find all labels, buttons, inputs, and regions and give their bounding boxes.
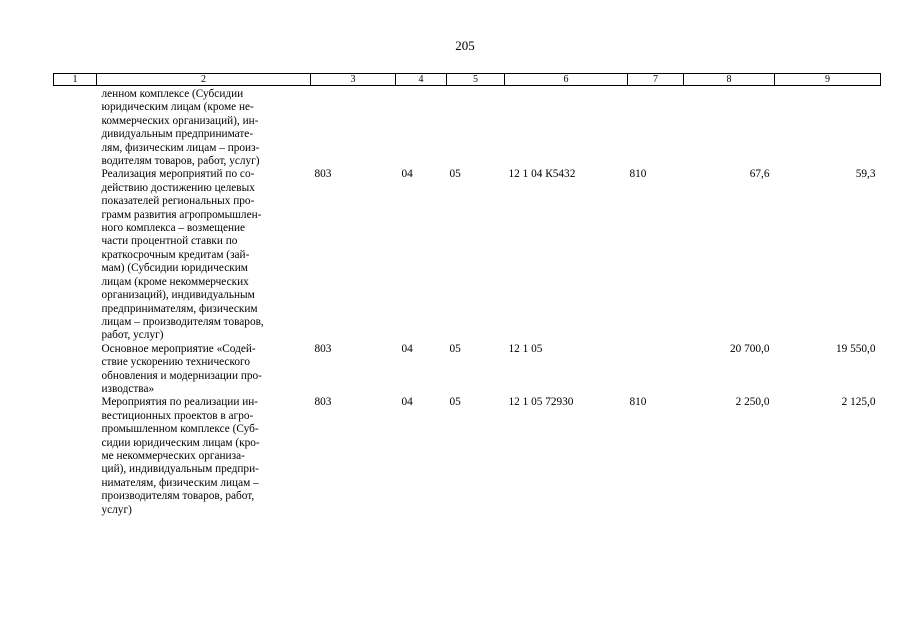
description-line: действию достижению целевых [101, 181, 255, 194]
expense-type-cell [628, 86, 684, 169]
amount-year2-cell: 2 125,0 [841, 396, 876, 409]
description-cell [97, 168, 311, 342]
description-line: предпринимателям, физическим [101, 302, 258, 315]
section-code-cell: 04 [401, 396, 413, 409]
description-line: Мероприятия по реализации ин- [101, 396, 259, 409]
description-line: услуг) [101, 503, 132, 516]
description-line: ного комплекса – возмещение [101, 222, 246, 235]
description-line: сидии юридическим лицам (кро- [101, 436, 260, 449]
amount-year1-cell: 67,6 [749, 168, 770, 181]
expense-type-cell: 810 [629, 168, 647, 181]
target-article-cell: 12 1 05 [508, 342, 543, 355]
subsection-code-cell: 05 [449, 396, 461, 409]
amount-year1-cell: 20 700,0 [729, 342, 770, 355]
ministry-code-cell: 803 [314, 342, 332, 355]
section-code-cell [396, 86, 447, 169]
column-header: 8 [684, 74, 775, 86]
table-row [54, 86, 881, 169]
amount-year2-cell [775, 86, 881, 169]
column-header: 2 [97, 74, 311, 86]
description-line: части процентной ставки по [101, 235, 238, 248]
column-header: 5 [447, 74, 505, 86]
description-line: ствие ускорению технического [101, 356, 251, 369]
target-article-cell [505, 86, 628, 169]
column-header: 9 [775, 74, 881, 86]
row-number-cell [54, 396, 97, 517]
column-header: 3 [311, 74, 396, 86]
expense-type-cell [628, 343, 684, 397]
description-line: мам) (Субсидии юридическим [101, 262, 248, 275]
table-body [54, 86, 881, 518]
target-article-cell: 12 1 04 К5432 [508, 168, 576, 181]
column-header: 6 [505, 74, 628, 86]
column-header: 7 [628, 74, 684, 86]
ministry-code-cell: 803 [314, 396, 332, 409]
row-number-cell [54, 168, 97, 342]
description-line: изводства» [101, 382, 155, 395]
description-line: водителям товаров, работ, услуг) [101, 155, 260, 168]
subsection-code-cell: 05 [449, 168, 461, 181]
ministry-code-cell [311, 86, 396, 169]
description-line: ций), индивидуальным предпри- [101, 463, 259, 476]
description-line: Реализация мероприятий по со- [101, 168, 255, 181]
column-header: 1 [54, 74, 97, 86]
table-row [54, 343, 881, 397]
description-cell [97, 396, 311, 517]
budget-table [53, 73, 881, 517]
description-line: ме некоммерческих организа- [101, 449, 245, 462]
subsection-code-cell: 05 [449, 342, 461, 355]
row-number-cell [54, 343, 97, 397]
ministry-code-cell: 803 [314, 168, 332, 181]
description-line: вестиционных проектов в агро- [101, 409, 254, 422]
subsection-code-cell [447, 86, 505, 169]
description-line: краткосрочным кредитам (зай- [101, 248, 250, 261]
section-code-cell: 04 [401, 168, 413, 181]
description-line: ленном комплексе (Субсидии [101, 88, 244, 100]
description-line: грамм развития агропромышлен- [101, 208, 262, 221]
table-header [54, 74, 881, 86]
description-line: организаций), индивидуальным [101, 289, 255, 302]
description-cell [97, 343, 311, 397]
description-line: обновления и модернизации про- [101, 369, 262, 382]
description-line: работ, услуг) [101, 329, 164, 342]
expense-type-cell: 810 [629, 396, 647, 409]
table-row [54, 168, 881, 342]
amount-year1-cell: 2 250,0 [735, 396, 770, 409]
description-cell [97, 86, 311, 169]
table-row [54, 396, 881, 517]
description-line: промышленном комплексе (Суб- [101, 423, 259, 436]
description-line: лицам (кроме некоммерческих [101, 275, 249, 288]
page-number: 205 [455, 38, 475, 53]
description-line: юридическим лицам (кроме не- [101, 101, 254, 114]
target-article-cell: 12 1 05 72930 [508, 396, 574, 409]
description-line: дивидуальным предпринимате- [101, 128, 254, 141]
description-line: производителям товаров, работ, [101, 490, 255, 503]
amount-year1-cell [684, 86, 775, 169]
column-header: 4 [396, 74, 447, 86]
header-row [54, 74, 881, 86]
row-number-cell [54, 86, 97, 169]
description-line: лицам – производителям товаров, [101, 315, 264, 328]
description-line: Основное мероприятие «Содей- [101, 342, 256, 355]
description-line: лям, физическим лицам – произ- [101, 141, 260, 154]
description-line: показателей региональных про- [101, 195, 255, 208]
amount-year2-cell: 59,3 [855, 168, 876, 181]
section-code-cell: 04 [401, 342, 413, 355]
description-line: коммерческих организаций), ин- [101, 114, 259, 127]
amount-year2-cell: 19 550,0 [835, 342, 876, 355]
description-line: нимателям, физическим лицам – [101, 476, 259, 489]
